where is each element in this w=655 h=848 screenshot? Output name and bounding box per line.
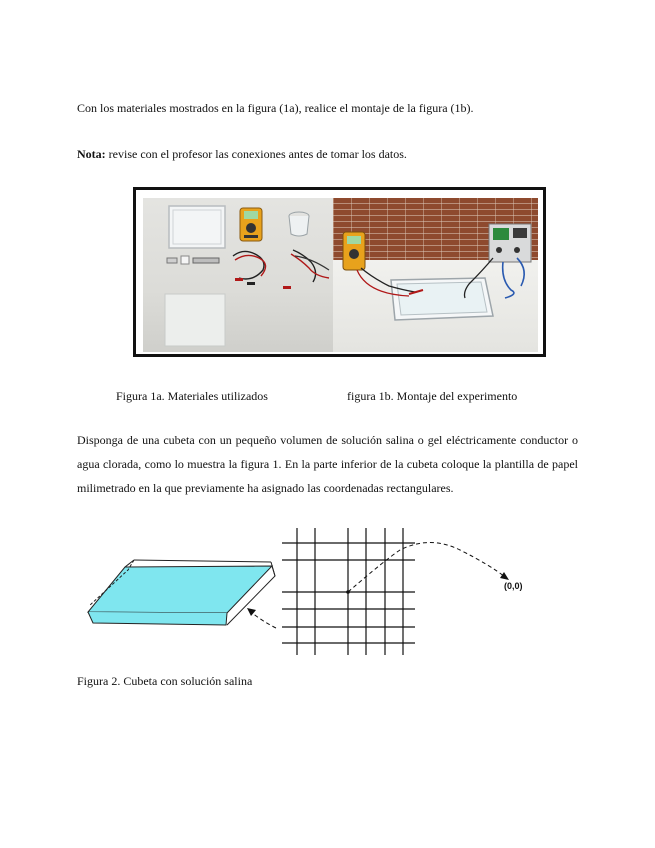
- figure-1a-caption: Figura 1a. Materiales utilizados: [116, 389, 268, 403]
- instructions-paragraph: Disponga de una cubeta con un pequeño volumen de solución salina o gel eléctricamente conductor o agua clorada, como lo muestra la figura 1. En la parte inferior de la cubeta coloque la plantilla de papel milimetrado en la que previamente ha asignado las coordenadas rectangulares.: [77, 433, 578, 495]
- figure-2-caption: Figura 2. Cubeta con solución salina: [77, 674, 253, 688]
- note-text: revise con el profesor las conexiones antes de tomar los datos.: [105, 147, 407, 161]
- tray-illustration: [88, 560, 275, 625]
- tray-arrow: [251, 612, 276, 628]
- intro-line: Con los materiales mostrados en la figura (1a), realice el montaje de la figura (1b).: [77, 101, 474, 115]
- figure-1b-caption: figura 1b. Montaje del experimento: [347, 389, 518, 403]
- note-label: Nota:: [77, 147, 106, 161]
- origin-arrow: [348, 543, 505, 593]
- origin-label: (0,0): [504, 581, 523, 591]
